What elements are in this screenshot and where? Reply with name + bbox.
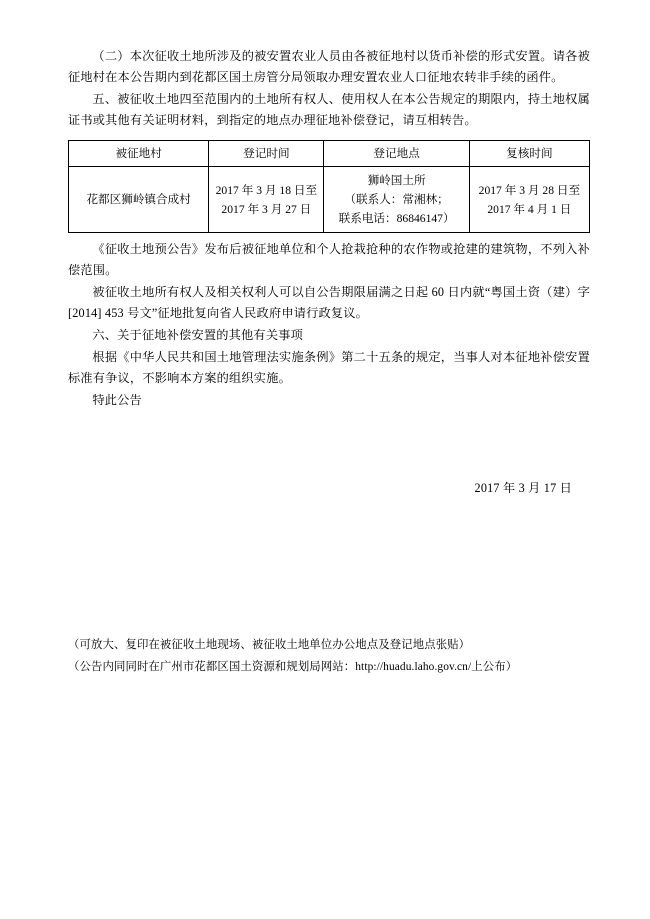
cell-review-time [469,167,589,233]
cell-register-time [209,167,324,233]
table-header-register-time: 登记时间 [209,141,324,167]
footnotes [68,634,588,678]
paragraph-administrative-review: 被征收土地所有权人及相关权利人可以自公告期限届满之日起 60 日内就“粤国土资（建）字 [2014] 453 号文”征地批复向省人民政府申请行政复议。 [68,285,590,320]
table-row [69,167,590,233]
review-time-line-2: 2017 年 4 月 1 日 [487,202,572,216]
paragraph-closing: 特此公告 [92,393,142,407]
footnote-website: （公告内同同时在广州市花都区国土资源和规划局网站：http://huadu.laho.gov.cn/上公布） [68,661,518,673]
register-place-line-3: 联系电话：86846147） [338,212,455,225]
paragraph-item-6-heading: 六、关于征地补偿安置的其他有关事项 [92,328,303,342]
paragraph-pre-announcement: 《征收土地预公告》发布后被征地单位和个人抢栽抢种的农作物或抢建的建筑物，不列入补偿范围。 [68,242,590,277]
register-place-line-1: 狮岭国土所 [367,174,426,187]
cell-register-place [324,167,469,233]
paragraph-regulation-basis: 根据《中华人民共和国土地管理法实施条例》第二十五条的规定，当事人对本征地补偿安置标准有争议，不影响本方案的组织实施。 [68,350,590,385]
register-time-line-1: 2017 年 3 月 18 日至 [215,183,318,197]
announcement-date: 2017 年 3 月 17 日 [474,481,572,495]
paragraph-item-5: 五、被征收土地四至范围内的土地所有权人、使用权人在本公告规定的期限内，持土地权属证书或其他有关证明材料，到指定的地点办理征地补偿登记，请互相转告。 [68,92,590,127]
register-place-line-2: （联系人：常湘林； [344,193,449,206]
table-header-row [69,141,590,167]
register-time-line-2: 2017 年 3 月 27 日 [221,202,312,216]
paragraph-item-2: （二）本次征收土地所涉及的被安置农业人员由各被征地村以货币补偿的形式安置。请各被征地村在本公告期内到花都区国土房管分局领取办理安置农业人口征地农转非手续的函件。 [68,49,590,84]
footnote-posting: （可放大、复印在被征收土地现场、被征收土地单位办公地点及登记地点张贴） [68,639,471,651]
table-header-register-place: 登记地点 [324,141,469,167]
table-header-review-time: 复核时间 [469,141,589,167]
cell-village: 花都区狮岭镇合成村 [69,167,209,233]
registration-table [68,140,590,233]
registration-table-wrapper [68,140,590,233]
table-header-village: 被征地村 [69,141,209,167]
review-time-line-1: 2017 年 3 月 28 日至 [478,183,581,197]
